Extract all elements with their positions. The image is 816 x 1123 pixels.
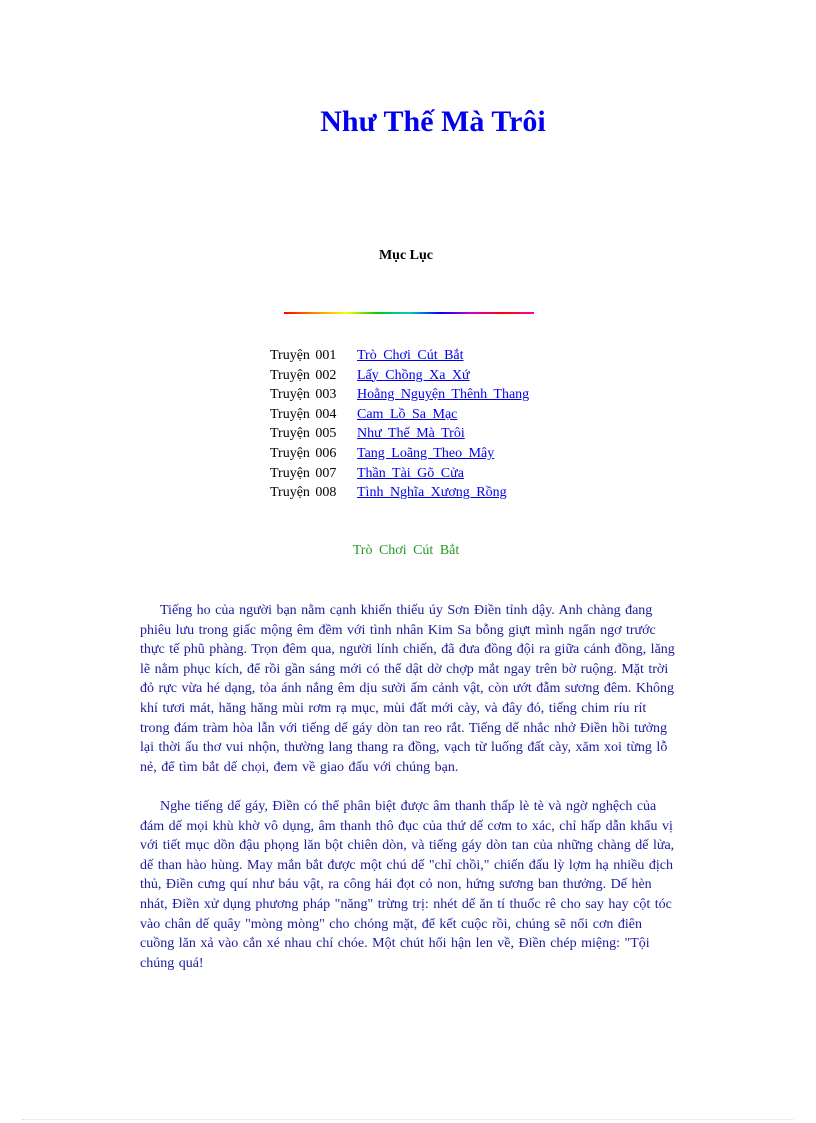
toc-item-number: Truyện 003 [270, 387, 337, 403]
toc-heading-text: Mục Lục [378, 248, 434, 263]
toc-item-number: Truyện 002 [270, 367, 337, 383]
story-paragraph: Nghe tiếng dế gáy, Điền có thể phân biệt được âm thanh thấp lè tè và ngờ nghệch của đám dế mọi khù khờ vô dụng, âm thanh thô đục của thứ dế cơm to xác, chỉ hấp dẫn khẩu vị với tiết mục dồn đậu phọng lăn bột chiên dòn, và tiếng gáy dòn tan của những chàng dế lửa, dế than hào hùng. May mắn bắt được một chú dế "chỉ chồi," chiến đấu lỳ lợm hạ nhiều địch thủ, Điền cưng quí như báu vật, ra công hái đọt cỏ non, hứng sương ban thưởng. Dế hèn nhát, Điền xử dụng phương pháp "năng" trừng trị: nhét dế ăn tí thuốc rê cho say hay cột tóc vào chân dế quây "mòng mòng" cho chóng mặt, để kết cuộc rồi, chúng sẽ nổi cơn điên cuồng lăn xả vào cắn xé nhau chí chóe. Một chút hối hận len về, Điền chép miệng: "Tội chúng quá! [140, 798, 675, 971]
document-title: Như Thế Mà Trôi [320, 105, 546, 138]
toc-item [270, 424, 529, 444]
toc-item-link[interactable]: Hoằng Nguyện Thênh Thang [357, 387, 530, 403]
toc-item-number: Truyện 007 [270, 465, 337, 481]
toc-item-number: Truyện 006 [270, 445, 337, 461]
table-of-contents [270, 346, 529, 503]
toc-item-link[interactable]: Tang Loãng Theo Mây [357, 445, 495, 461]
toc-item [270, 385, 529, 405]
toc-item [270, 346, 529, 366]
toc-item [270, 405, 529, 425]
toc-item-link[interactable]: Như Thế Mà Trôi [357, 426, 465, 442]
page-bottom-edge [22, 1119, 794, 1120]
toc-item-link[interactable]: Cam Lồ Sa Mạc [357, 406, 458, 422]
toc-item-link[interactable]: Tình Nghĩa Xương Rồng [357, 485, 507, 501]
story-title [0, 543, 816, 559]
toc-item-number: Truyện 008 [270, 485, 337, 501]
toc-item-link[interactable]: Lấy Chồng Xa Xứ [357, 367, 470, 383]
toc-item [270, 444, 529, 464]
toc-item [270, 366, 529, 386]
toc-item-link[interactable]: Thần Tài Gõ Cửa [357, 465, 464, 481]
rainbow-divider [284, 312, 534, 314]
toc-item-number: Truyện 005 [270, 426, 337, 442]
toc-heading [0, 248, 816, 264]
toc-item-number: Truyện 004 [270, 406, 337, 422]
toc-item-number: Truyện 001 [270, 348, 337, 363]
toc-item [270, 483, 529, 503]
story-body [140, 601, 675, 993]
toc-item-link[interactable]: Trò Chơi Cút Bắt [357, 348, 464, 363]
story-paragraph: Tiếng ho của người bạn nằm cạnh khiến thiếu úy Sơn Điền tỉnh dậy. Anh chàng đang phiêu lưu trong giấc mộng êm đềm với tình nhân Kim Sa bỗng giựt mình ngẩn ngơ trước thực tế phũ phàng. Trọn đêm qua, người lính chiến, đã đưa đồng đội ra giữa cánh đồng, lăng lẽ nằm phục kích, để rồi gần sáng mới có thể dật dờ chợp mắt ngay trên bờ ruộng. Mặt trời đỏ rực vừa hé dạng, tỏa ánh nắng êm dịu sưởi ấm cảnh vật, còn ướt đẫm sương đêm. Không khí tươi mát, hăng hăng mùi rơm rạ mục, mùi đất mới cày, và đây đó, tiếng chim ríu rít trong đám tràm hòa lẫn với tiếng dế gáy dòn tan reo rắt. Tiếng dế nhắc nhở Điền hồi tưởng lại thời ấu thơ vui nhộn, thường lang thang ra đồng, vạch từ luống đất cày, xăm xoi từng lỗ nẻ, để tìm bắt dế chọi, đem về giao đấu với chúng bạn. [140, 603, 675, 775]
toc-item [270, 464, 529, 484]
story-title-text: Trò Chơi Cút Bắt [352, 543, 460, 558]
